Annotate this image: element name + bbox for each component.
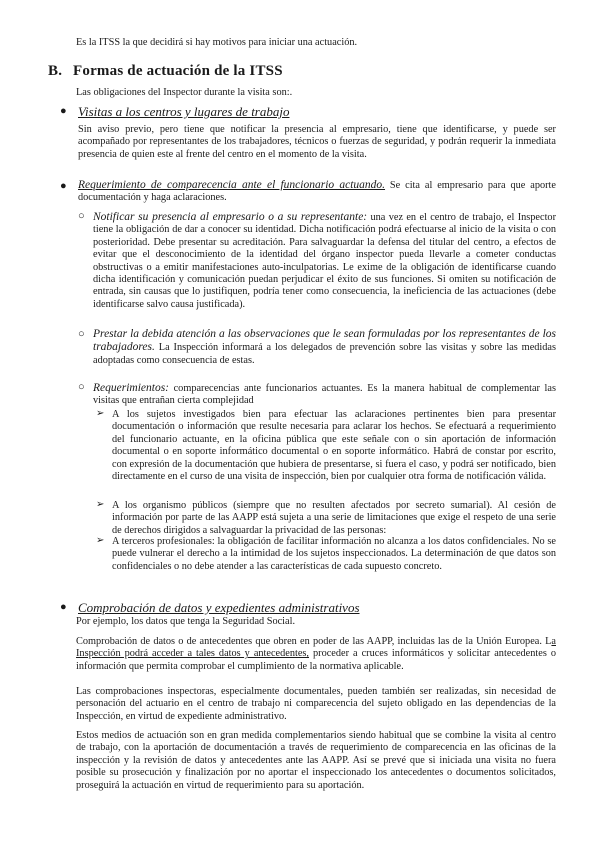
section-subtitle: Las obligaciones del Inspector durante la visita son:. xyxy=(76,87,293,98)
item2-title: Requerimiento de comparecencia ante el funcionario actuando. xyxy=(78,179,386,191)
sub2-title: Prestar la debida atención a las observaciones que le sean formuladas por los representantes de los trabajadores. xyxy=(93,328,556,354)
item1-title: Visitas a los centros y lugares de trabajo xyxy=(78,104,290,119)
sub1-paragraph xyxy=(93,211,556,311)
sub2-paragraph xyxy=(93,328,556,367)
paragraph-1: Comprobación de datos o de antecedentes que obren en poder de las AAPP, incluidas las de la Unión Europea. La Inspección podrá acceder a tales datos y antecedentes, proceder a cruces informáticos y solicitar antecedentes o información que permita comprobar el cumplimiento de la normativa aplicable. xyxy=(76,636,556,672)
sub2-body: La Inspección informará a los delegados de prevención sobre las visitas y sobre las medidas adoptadas como consecuencia de estas. xyxy=(93,342,556,366)
circle-bullet-icon: ○ xyxy=(78,381,85,393)
section-title: Formas de actuación de la ITSS xyxy=(73,63,283,79)
paragraph-3: Estos medios de actuación son en gran medida complementarios siendo habitual que se combine la visita al centro de trabajo, con la aportación de documentación a través de requerimiento de comparecencia en las oficinas de la inspección y la revisión de datos y antecedentes ante las AAPP. Así se prevé que si iniciada una visita no fuera posible su prosecución y finalización por no aportar el inspeccionado los antecedentes o documentos solicitados, proseguirá la actuación en virtud de requerimiento para su aportación. xyxy=(76,730,556,791)
arrow-bullet-icon: ➢ xyxy=(96,535,105,546)
bullet-icon: ● xyxy=(60,105,67,117)
arrow-item-2: A los organismo públicos (siempre que no resulten afectados por secreto sumarial). Al cesión de información por parte de las AAPP está sujeta a una serie de limitaciones que exige el respeto de una serie de derechos dirigidos a salvaguardar la privacidad de las personas: xyxy=(112,500,556,536)
sub1-body: una vez en el centro de trabajo, el Inspector tiene la obligación de dar a conocer su identidad. Dicha notificación podrá efectuarse al inicio de la visita o con posterioridad. Debe presentar su acreditación. Para salvaguardar la defensa del titular del centro, a efectos de evitar que el desconocimiento de la identidad del órgano inspector pueda llevarle a cometer conductas obstructivas o a emitir manifestaciones auto-inculpatorias. Le exime de la obligación de identificarse cuando dicha identificación y comunicación puedan perjudicar el éxito de sus funciones. Si omiten su notificación de entrada, sin causas que lo justifiquen, podría tener como consecuencia, la ineficiencia de las actuaciones (debe identificarse salvo causa justificada). xyxy=(93,212,557,310)
arrow-bullet-icon: ➢ xyxy=(96,408,105,419)
item3-line: Por ejemplo, los datos que tenga la Seguridad Social. xyxy=(76,616,296,627)
sub3-paragraph xyxy=(93,382,556,408)
arrow-item-3: A terceros profesionales: la obligación de facilitar información no alcanza a los datos confidenciales. No se puede vulnerar el derecho a la intimidad de los sujetos inspeccionados. La determinación de que datos son confidenciales o no debe atender a las características de cada supuesto concreto. xyxy=(112,536,556,572)
section-letter: B. xyxy=(48,63,63,79)
item3-title: Comprobación de datos y expedientes administrativos xyxy=(78,600,360,615)
bullet-icon: ● xyxy=(60,180,67,192)
bullet-icon: ● xyxy=(60,601,67,613)
item2-title-tail: Se cita al empresario para que aporte documentación y haga aclaraciones. xyxy=(78,180,556,204)
arrow-item-1: A los sujetos investigados bien para efectuar las aclaraciones pertinentes bien para presentar documentación o información que resulte necesaria para aclarar los hechos. Se efectuará a requerimiento del funcionario actuante, en la oficina pública que este señale con o sin aportación de información documental o en soporte informático documental o en soporte informático. Habrá de constar por escrito, con expresión de la documentación que hubiera de presentarse, si fuera el caso, y podrá ser notificado, bien directamente en el curso de una visita de inspección, bien por cualquier otra forma de notificación válida. xyxy=(112,409,556,483)
circle-bullet-icon: ○ xyxy=(78,328,85,340)
circle-bullet-icon: ○ xyxy=(78,210,85,222)
paragraph-2: Las comprobaciones inspectoras, especialmente documentales, pueden también ser realizadas, sin necesidad de personación del actuario en el centro de trabajo ni comparecencia del sujeto obligado en las dependencias de la Inspección, en virtud de expediente administrativo. xyxy=(76,686,556,722)
arrow-bullet-icon: ➢ xyxy=(96,499,105,510)
sub3-title: Requerimientos: xyxy=(93,382,170,394)
item2-header xyxy=(78,179,556,205)
item1-body: Sin aviso previo, pero tiene que notificar la presencia al empresario, tiene que identificarse, y puede ser acompañado por representantes de los trabajadores, técnicos o fuerzas de seguridad, y podrán requerir la inmediata presencia de quien este al frente del centro en el momento de la visita. xyxy=(78,124,556,160)
intro-line: Es la ITSS la que decidirá si hay motivos para iniciar una actuación. xyxy=(76,37,358,48)
sub1-title: Notificar su presencia al empresario o a su representante: xyxy=(93,211,368,223)
sub3-body: comparecencias ante funcionarios actuantes. Es la manera habitual de complementar las visitas que entrañan cierta complejidad xyxy=(93,383,556,407)
